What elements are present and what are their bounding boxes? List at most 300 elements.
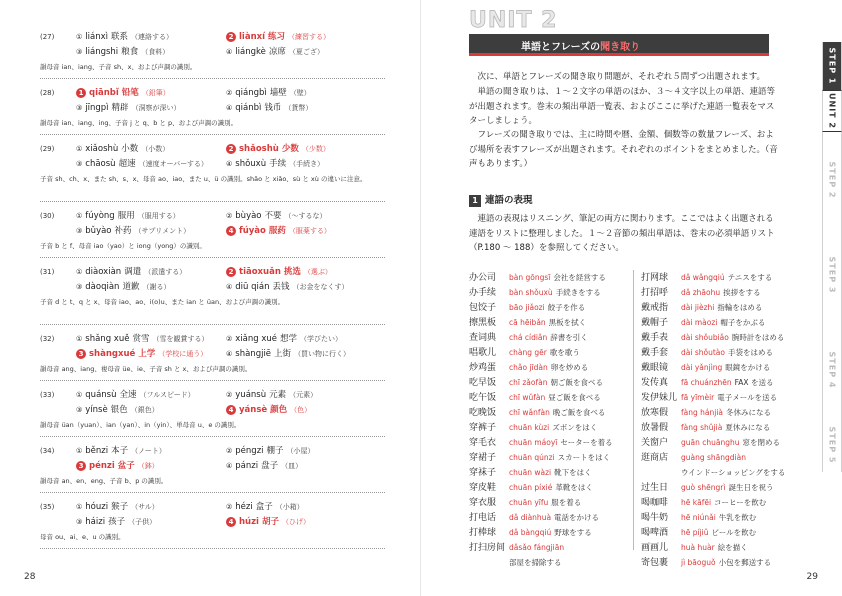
question-number: (28): [40, 89, 55, 97]
vocab-hanzi: 打招呼: [641, 288, 669, 298]
vocab-hanzi: 关窗户: [641, 438, 669, 448]
vocab-hanzi: 发伊妹儿: [641, 393, 678, 403]
option-pinyin: xiǎng xué: [235, 334, 278, 344]
answer-option: [76, 101, 181, 116]
vocab-item: [641, 420, 785, 435]
option-hanzi: 联系: [111, 32, 129, 42]
option-number: 4: [226, 226, 236, 236]
vocab-pinyin: bàn shǒuxù: [509, 288, 553, 297]
right-page: [421, 0, 842, 596]
vocab-hanzi: 穿裙子: [469, 453, 497, 463]
vocab-item: [641, 345, 785, 360]
vocab-meaning: 晩ご飯を食べる: [552, 408, 606, 417]
option-number: ④: [226, 283, 233, 291]
vocab-item: [469, 495, 613, 510]
vocab-hanzi: 画画儿: [641, 543, 669, 553]
option-number: ④: [226, 104, 233, 112]
option-gloss: （練習する）: [288, 33, 331, 41]
option-gloss: （小数）: [141, 145, 170, 153]
vocab-meaning: ウインドーショッピングをする: [681, 468, 786, 477]
question-number: (27): [40, 33, 55, 41]
answer-note: 韻母音 ian、iang、ing、子音 j と q、b と p、および声調の識別。: [40, 119, 238, 127]
step-tab-label: STEP 2: [827, 161, 837, 198]
vocab-meaning: 革靴をはく: [555, 483, 593, 492]
question-number: (32): [40, 335, 55, 343]
step-tab-3[interactable]: [822, 132, 842, 227]
option-gloss: （皿）: [281, 462, 303, 470]
option-pinyin: diū qián: [235, 282, 270, 292]
option-number: ②: [226, 391, 233, 399]
option-hanzi: 孩子: [108, 517, 126, 527]
vocab-meaning: FAX を送る: [734, 378, 774, 387]
option-number: 2: [226, 144, 236, 154]
vocab-hanzi: 炒鸡蛋: [469, 363, 497, 373]
option-gloss: （壁）: [289, 89, 311, 97]
answer-option: [76, 157, 208, 172]
vocab-hanzi: 打棒球: [469, 528, 497, 538]
option-pinyin: shàngjiē: [235, 349, 272, 359]
option-gloss: （食料）: [141, 48, 170, 56]
vocab-pinyin: chī wǎnfàn: [509, 408, 550, 417]
option-hanzi: 墙壁: [269, 88, 287, 98]
vocab-item: [469, 330, 613, 345]
option-pinyin: bùyào: [235, 211, 262, 221]
option-pinyin: tiāoxuǎn: [239, 267, 281, 277]
divider-line: [40, 78, 385, 79]
option-pinyin: qiānbǐ: [89, 88, 119, 98]
option-gloss: （貨幣）: [284, 104, 313, 112]
vocab-pinyin: dài yǎnjìng: [681, 363, 723, 372]
vocab-meaning: 歌を歌う: [549, 348, 580, 357]
vocab-item: [469, 555, 613, 570]
vocab-pinyin: dǎ zhāohu: [681, 288, 721, 297]
option-gloss: （子供）: [128, 518, 157, 526]
option-gloss: （雪を観賞する）: [152, 335, 209, 343]
unit-subtitle: [521, 38, 640, 53]
answer-option: [76, 403, 159, 418]
answer-option-correct: [76, 347, 207, 362]
vocab-item: [469, 450, 613, 465]
option-gloss: （洞察が深い）: [131, 104, 181, 112]
option-pinyin: shǒuxù: [235, 159, 267, 169]
option-number: 2: [226, 267, 236, 277]
vocab-pinyin: hē niúnǎi: [681, 513, 716, 522]
option-hanzi: 上街: [274, 349, 292, 359]
vocab-item: [469, 480, 613, 495]
vocab-meaning: ビールを飲む: [711, 528, 757, 537]
vocab-hanzi: 穿毛衣: [469, 438, 497, 448]
option-hanzi: 练习: [268, 32, 286, 42]
vocab-pinyin: huà huàr: [681, 543, 715, 552]
option-pinyin: hóuzi: [85, 502, 109, 512]
answer-option: [76, 280, 170, 295]
vocab-meaning: 服を着る: [551, 498, 582, 507]
option-hanzi: 盘子: [261, 461, 279, 471]
vocab-meaning: 眼鏡をかける: [725, 363, 771, 372]
option-pinyin: yánsè: [239, 405, 268, 415]
option-number: ③: [76, 104, 83, 112]
question-number: (30): [40, 212, 55, 220]
answer-note: 子音 sh、ch、x、また sh、s、x、母音 ao、iao、また u、ü の識別。shǎo と xiǎo、sù と xù の違いに注意。: [40, 175, 367, 183]
vocab-meaning: 辞書を引く: [550, 333, 588, 342]
option-hanzi: 凉席: [268, 47, 286, 57]
option-number: 3: [76, 349, 86, 359]
option-pinyin: běnzi: [85, 446, 109, 456]
option-gloss: （連絡する）: [131, 33, 174, 41]
answer-option-correct: [76, 86, 170, 101]
vocab-pinyin: chī wǔfàn: [509, 393, 546, 402]
answer-option: [76, 265, 186, 280]
vocab-item: [469, 390, 613, 405]
answer-option: [226, 209, 327, 224]
section-title: 連語の表現: [485, 195, 533, 206]
answer-note: 韻母音 ian、iang、子音 sh、x、および声調の識別。: [40, 63, 197, 71]
option-pinyin: pánzi: [235, 461, 259, 471]
vocab-hanzi: 戴手套: [641, 348, 669, 358]
vocab-pinyin: guàng shāngdiàn: [681, 453, 746, 462]
option-number: ③: [76, 283, 83, 291]
option-gloss: （夏ござ）: [288, 48, 324, 56]
vocab-item: [641, 375, 785, 390]
vocab-item: [469, 360, 613, 375]
vocab-pinyin: cā hēibǎn: [509, 318, 546, 327]
vocab-item: [641, 540, 785, 555]
vocab-meaning: 窓を閉める: [742, 438, 780, 447]
option-hanzi: 小数: [121, 144, 139, 154]
option-hanzi: 道歉: [122, 282, 140, 292]
vocab-pinyin: chuān qúnzi: [509, 453, 555, 462]
question-number: (29): [40, 145, 55, 153]
vocab-pinyin: guān chuānghu: [681, 438, 740, 447]
option-hanzi: 铅笔: [121, 88, 139, 98]
vocab-hanzi: 吃晚饭: [469, 408, 497, 418]
vocab-meaning: スカートをはく: [557, 453, 611, 462]
answer-option: [76, 30, 173, 45]
option-number: ④: [226, 48, 233, 56]
vocab-item: [641, 390, 785, 405]
option-gloss: （選ぶ）: [303, 268, 332, 276]
answer-option: [226, 459, 302, 474]
vocab-item: [469, 435, 613, 450]
vocab-hanzi: 擦黑板: [469, 318, 497, 328]
step-tab-2[interactable]: [822, 90, 842, 132]
vocab-pinyin: fā yīmèir: [681, 393, 715, 402]
option-hanzi: 超速: [118, 159, 136, 169]
option-hanzi: 服药: [268, 226, 286, 236]
option-pinyin: hézi: [235, 502, 253, 512]
vocab-item: [469, 375, 613, 390]
option-pinyin: liànxí: [239, 32, 266, 42]
option-number: ②: [226, 212, 233, 220]
vocab-item: [641, 555, 785, 570]
option-gloss: （お金をなくす）: [292, 283, 349, 291]
column-divider: [633, 270, 634, 550]
option-pinyin: qiángbì: [235, 88, 267, 98]
vocab-pinyin: chuān yīfu: [509, 498, 549, 507]
vocab-item: [641, 360, 785, 375]
option-pinyin: bǔyào: [85, 226, 112, 236]
step-tab-label: STEP 1: [827, 47, 837, 85]
vocab-hanzi: 穿衣服: [469, 498, 497, 508]
option-number: ①: [76, 268, 83, 276]
vocab-pinyin: guò shēngrì: [681, 483, 726, 492]
answer-option: [226, 86, 311, 101]
option-hanzi: 想学: [280, 334, 298, 344]
vocab-hanzi: 唱歌儿: [469, 348, 497, 358]
intro-paragraph-2: 単語の聞き取りは、１～２文字の単語のほか、３～４文字以上の単語、連語等が出題されます。巻末の頻出単語一覧表、およびここに挙げた連語一覧表をマスターしましょう。: [469, 87, 776, 126]
question-number: (33): [40, 391, 55, 399]
option-number: ②: [226, 447, 233, 455]
vocab-item: [641, 300, 785, 315]
vocab-item: [641, 270, 785, 285]
vocab-meaning: セーターを着る: [560, 438, 613, 447]
option-number: ④: [226, 462, 233, 470]
section-heading: [469, 192, 533, 207]
answer-option-correct: [226, 515, 310, 530]
option-pinyin: yuánsù: [235, 390, 267, 400]
vocab-meaning: コーヒーを飲む: [714, 498, 767, 507]
option-hanzi: 盒子: [255, 502, 273, 512]
answer-option: [76, 142, 169, 157]
option-pinyin: shǎng xuě: [85, 334, 130, 344]
option-gloss: （少数）: [301, 145, 330, 153]
vocab-pinyin: bāo jiǎozi: [509, 303, 545, 312]
vocab-meaning: テニスをする: [727, 273, 773, 282]
answer-option: [76, 500, 159, 515]
vocab-meaning: 電子メールを送る: [717, 393, 778, 402]
intro-paragraph-3: フレーズの聞き取りでは、主に時間や暦、金額、個数等の数量フレーズ、および場所を表すフレーズが出題されます。それぞれのポイントをまとめました。（音声もあります。）: [469, 130, 778, 169]
option-gloss: （買い物に行く）: [294, 350, 351, 358]
vocab-pinyin: jì bāoguǒ: [681, 558, 716, 567]
option-hanzi: 猴子: [111, 502, 129, 512]
answer-option: [76, 224, 190, 239]
vocab-meaning: 小包を郵送する: [718, 558, 772, 567]
option-gloss: （手続き）: [289, 160, 325, 168]
option-hanzi: 颜色: [270, 405, 288, 415]
vocab-meaning: 朝ご飯を食べる: [550, 378, 603, 387]
option-hanzi: 全速: [119, 390, 137, 400]
vocab-hanzi: 吃早饭: [469, 378, 497, 388]
vocab-list-col2: [641, 270, 785, 570]
option-pinyin: pénzi: [89, 461, 115, 471]
vocab-item: [469, 405, 613, 420]
option-hanzi: 粮食: [121, 47, 139, 57]
answer-option: [226, 101, 312, 116]
option-gloss: （ノート）: [131, 447, 166, 455]
option-pinyin: shàngxué: [89, 349, 136, 359]
vocab-pinyin: dài shǒubiǎo: [681, 333, 729, 342]
vocab-hanzi: 打网球: [641, 273, 669, 283]
option-pinyin: xiǎoshù: [85, 144, 119, 154]
answer-note: 韻母音 ang、iang、複母音 üe、ie、子音 sh と x、および声調の識別。: [40, 365, 252, 373]
divider-line: [40, 324, 385, 325]
vocab-hanzi: 发传真: [641, 378, 669, 388]
option-gloss: （サプリメント）: [134, 227, 191, 235]
option-number: 3: [76, 461, 86, 471]
vocab-pinyin: dǎsǎo fángjiān: [509, 543, 565, 552]
vocab-meaning: 腕時計をはめる: [731, 333, 785, 342]
vocab-pinyin: dài jièzhi: [681, 303, 715, 312]
option-number: 4: [226, 517, 236, 527]
unit-subtitle-part-b: 聞き取り: [600, 42, 641, 53]
divider-line: [40, 201, 385, 202]
option-pinyin: háizi: [85, 517, 106, 527]
option-hanzi: 不要: [264, 211, 282, 221]
page-number-left: 28: [24, 572, 36, 582]
option-number: ④: [226, 160, 233, 168]
step-tab-1[interactable]: [822, 42, 842, 90]
question-number: (31): [40, 268, 55, 276]
vocab-meaning: 牛乳を飲む: [718, 513, 757, 522]
section-number: 1: [469, 195, 481, 207]
vocab-meaning: 靴下をはく: [554, 468, 592, 477]
option-gloss: （元素）: [289, 391, 318, 399]
option-gloss: （フルスピード）: [139, 391, 195, 399]
vocab-pinyin: hē kāfēi: [681, 498, 712, 507]
option-hanzi: 少数: [281, 144, 299, 154]
answer-option: [76, 332, 208, 347]
step-tab-label: UNIT 2: [827, 93, 837, 129]
step-tab-4[interactable]: [822, 227, 842, 322]
option-number: ②: [226, 89, 233, 97]
vocab-pinyin: dǎ diànhuà: [509, 513, 552, 522]
vocab-item: [469, 510, 613, 525]
option-number: ①: [76, 335, 83, 343]
answer-option: [226, 280, 349, 295]
page-number-right: 29: [806, 572, 818, 582]
answer-option: [76, 515, 156, 530]
vocab-pinyin: chǎo jīdàn: [509, 363, 548, 372]
vocab-meaning: 卵を炒める: [550, 363, 589, 372]
vocab-meaning: 野球をする: [554, 528, 592, 537]
vocab-item: [469, 540, 613, 555]
option-gloss: （サル）: [131, 503, 159, 511]
option-hanzi: 银色: [110, 405, 128, 415]
vocab-hanzi: 打扫房间: [469, 543, 506, 553]
option-number: 4: [226, 405, 236, 415]
option-number: ③: [76, 227, 83, 235]
vocab-hanzi: 放暑假: [641, 423, 669, 433]
option-hanzi: 胡子: [261, 517, 279, 527]
option-hanzi: 本子: [111, 446, 129, 456]
vocab-item: [469, 420, 613, 435]
divider-line: [40, 380, 385, 381]
vocab-hanzi: 穿皮鞋: [469, 483, 497, 493]
vocab-item: [641, 465, 785, 480]
section-paragraph: 連語の表現はリスニング、筆記の両方に関わります。ここではよく出題される連語をリストに整理しました。１～２音節の頻出単語は、巻末の必須単語リスト（P.180 ～ 188）を参照してください。: [469, 214, 775, 253]
option-number: 1: [76, 88, 86, 98]
vocab-meaning: 餃子を作る: [547, 303, 586, 312]
step-tab-5[interactable]: [822, 322, 842, 417]
vocab-item: [641, 330, 785, 345]
option-number: ③: [76, 406, 83, 414]
vocab-item: [641, 450, 785, 465]
answer-option-correct: [226, 265, 332, 280]
step-tabs: [822, 42, 842, 472]
vocab-meaning: 手続きをする: [555, 288, 601, 297]
divider-line: [40, 134, 385, 135]
vocab-pinyin: chuān kùzi: [509, 423, 550, 432]
divider-line: [40, 548, 385, 549]
option-gloss: （銀色）: [130, 406, 159, 414]
vocab-item: [641, 510, 785, 525]
option-pinyin: diàoxiàn: [85, 267, 122, 277]
vocab-item: [469, 270, 613, 285]
answer-option: [226, 500, 304, 515]
option-pinyin: húzi: [239, 517, 259, 527]
vocab-item: [641, 480, 785, 495]
answer-note: 韻母音 an、en、eng、子音 b、p の識別。: [40, 477, 168, 485]
vocab-hanzi: 包饺子: [469, 303, 497, 313]
option-pinyin: fúyòng: [85, 211, 115, 221]
question-number: (35): [40, 503, 55, 511]
vocab-item: [469, 525, 613, 540]
option-pinyin: liánxì: [85, 32, 108, 42]
vocab-pinyin: chuān wàzi: [509, 468, 552, 477]
unit-subtitle-part-a: 単語とフレーズの: [521, 42, 601, 53]
option-number: ①: [76, 33, 83, 41]
option-hanzi: 赏雪: [132, 334, 150, 344]
vocab-hanzi: 戴戒指: [641, 303, 669, 313]
option-hanzi: 棚子: [266, 446, 284, 456]
answer-option: [76, 45, 169, 60]
vocab-meaning: 夏休みになる: [725, 423, 771, 432]
option-gloss: （服用する）: [137, 212, 180, 220]
vocab-pinyin: chàng gēr: [509, 348, 547, 357]
question-number: (34): [40, 447, 55, 455]
option-number: ②: [226, 335, 233, 343]
option-hanzi: 手续: [269, 159, 287, 169]
option-number: ①: [76, 503, 83, 511]
answer-option: [226, 332, 342, 347]
option-hanzi: 上学: [138, 349, 156, 359]
vocab-hanzi: 喝啤酒: [641, 528, 669, 538]
vocab-pinyin: chuān máoyī: [509, 438, 558, 447]
option-pinyin: chāosù: [85, 159, 116, 169]
option-number: ②: [226, 503, 233, 511]
vocab-item: [641, 315, 785, 330]
vocab-meaning: 誕生日を祝う: [728, 483, 774, 492]
vocab-pinyin: fàng hánjià: [681, 408, 724, 417]
option-number: ④: [226, 350, 233, 358]
answer-note: 韻母音 üan（yuan）、ian（yan）、in（yin）、単母音 u、e の識別。: [40, 421, 241, 429]
answer-option: [226, 157, 324, 172]
option-gloss: （学校に通う）: [158, 350, 208, 358]
vocab-meaning: 冬休みになる: [726, 408, 772, 417]
step-tab-label: STEP 5: [827, 426, 837, 463]
vocab-hanzi: 过生日: [641, 483, 669, 493]
divider-line: [40, 436, 385, 437]
option-hanzi: 元素: [269, 390, 287, 400]
option-number: ③: [76, 160, 83, 168]
option-gloss: （速度オーバーする）: [138, 160, 208, 168]
option-pinyin: yínsè: [85, 405, 108, 415]
option-pinyin: jīngpì: [85, 103, 109, 113]
vocab-hanzi: 戴眼镜: [641, 363, 669, 373]
vocab-pinyin: dài màozi: [681, 318, 718, 327]
vocab-hanzi: 喝咖啡: [641, 498, 669, 508]
divider-line: [40, 257, 385, 258]
vocab-meaning: ズボンをはく: [552, 423, 598, 432]
vocab-item: [641, 435, 785, 450]
vocab-hanzi: 逛商店: [641, 453, 669, 463]
vocab-meaning: 手袋をはめる: [727, 348, 773, 357]
intro-paragraph-1: 次に、単語とフレーズの聞き取り問題が、それぞれ５問ずつ出題されます。: [477, 72, 766, 82]
answer-option-correct: [76, 459, 159, 474]
step-tab-6[interactable]: [822, 417, 842, 472]
vocab-hanzi: 喝牛奶: [641, 513, 669, 523]
vocab-hanzi: 办公司: [469, 273, 497, 283]
